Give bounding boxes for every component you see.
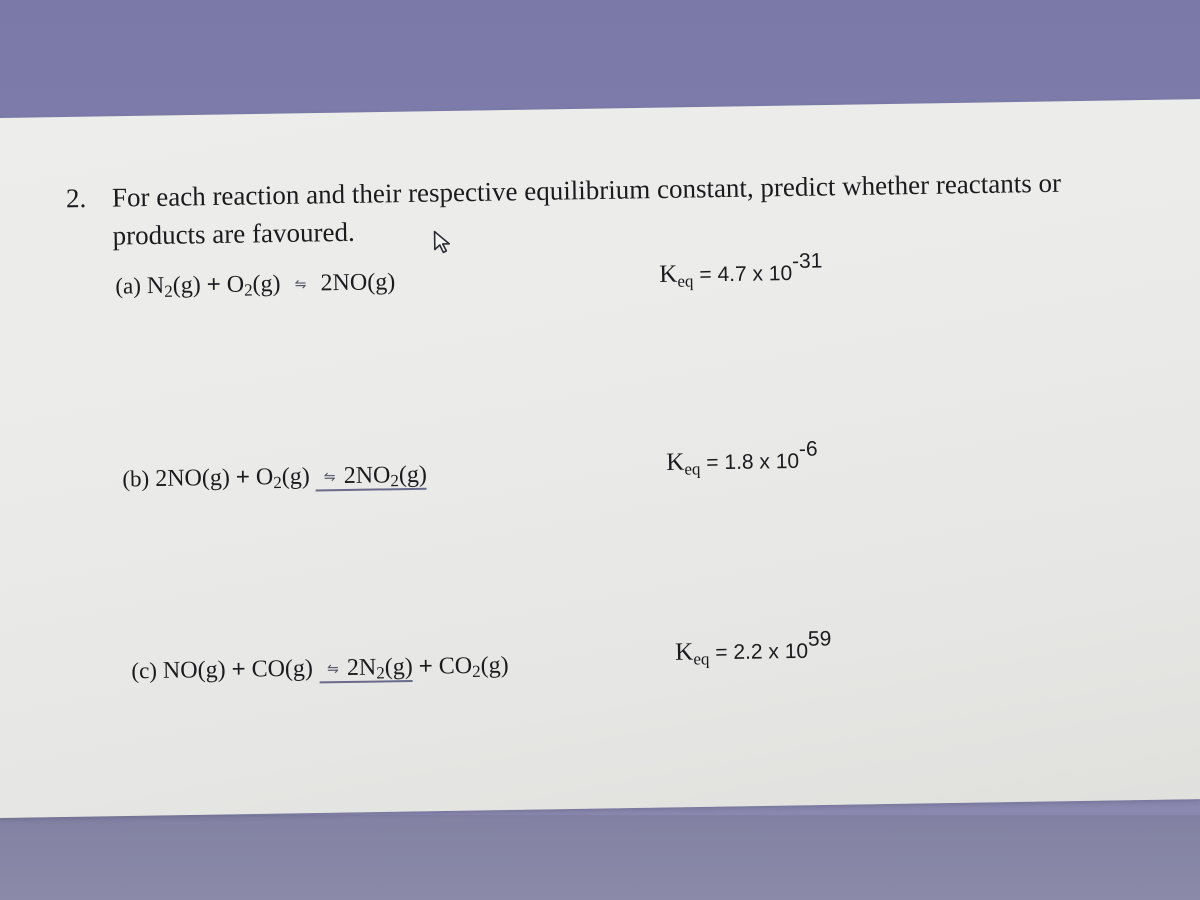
reaction-b-equation (122, 461, 427, 494)
plus-sign: + (235, 463, 251, 491)
equilibrium-arrow-icon: ⇋ (323, 469, 336, 486)
equilibrium-arrow-icon: ⇋ (294, 276, 307, 293)
keq-exponent: 59 (807, 627, 832, 651)
reactant-formula: 2NO(g) (155, 464, 231, 492)
reactant-formula: NO(g) (162, 656, 226, 684)
product-underlined (316, 462, 428, 492)
question-number: 2. (65, 183, 87, 214)
reaction-a-equation (115, 268, 395, 300)
product-formula: $2N_2(g)$ (346, 653, 413, 683)
question-text-line-2: products are favoured. (112, 216, 355, 251)
reaction-label: (a) (115, 273, 142, 299)
plus-sign: + (206, 270, 221, 299)
keq-value: = 4.7 x 10 (699, 261, 793, 287)
product-formula: 2NO(g) (320, 269, 396, 297)
mouse-pointer-icon (433, 230, 453, 254)
plus-sign: + (231, 655, 246, 683)
plus-sign: + (418, 652, 433, 680)
reaction-a-keq: $K_{eq} = 4.7$ x $10^{-31}$ (659, 249, 823, 291)
reaction-label: (c) (131, 657, 158, 684)
keq-exponent: -31 (791, 249, 823, 273)
product-formula: $CO_2(g)$ (438, 652, 509, 682)
reaction-label: (b) (122, 466, 150, 492)
question-text-line-1: For each reaction and their respective equilibrium constant, predict whether reactants or (111, 167, 1062, 213)
keq-exponent: -6 (798, 437, 818, 461)
reaction-b-keq: $K_{eq} = 1.8$ x $10^{-6}$ (665, 437, 818, 479)
reaction-c-keq: $K_{eq} = 2.2$ x $10^{59}$ (674, 627, 832, 669)
product-formula: $2NO_2(g)$ (343, 461, 428, 491)
reactant-formula: CO(g) (251, 655, 314, 683)
reactant-formula: $O_2(g)$ (226, 270, 281, 300)
keq-value: = 2.2 x 10 (715, 639, 809, 665)
reactant-formula: $N_2(g)$ (146, 272, 201, 301)
reaction-c-equation (131, 651, 509, 685)
reactant-formula: $O_2(g)$ (255, 463, 310, 493)
keq-value: = 1.8 x 10 (706, 449, 800, 475)
product-underlined (319, 654, 413, 683)
equilibrium-arrow-icon: ⇋ (326, 661, 339, 678)
